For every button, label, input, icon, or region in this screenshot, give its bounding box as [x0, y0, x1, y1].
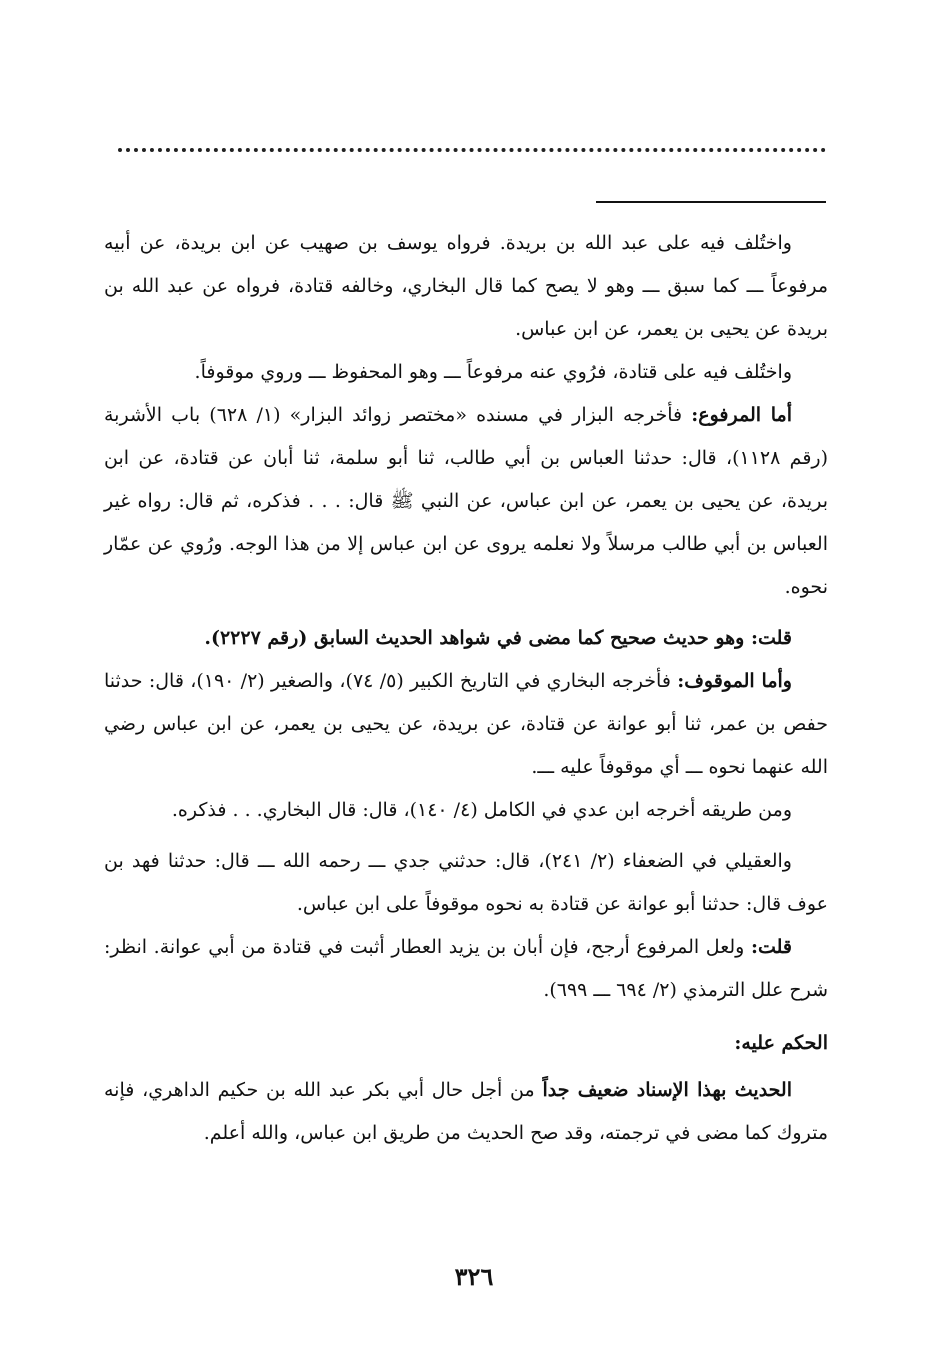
paragraph-2	[104, 351, 828, 394]
paragraph-text: وهو حديث صحيح كما مضى في شواهد الحديث السابق (رقم ٢٢٢٧).	[204, 627, 751, 649]
paragraph-text: ولعل المرفوع أرجح، فإن أبان بن يزيد العطار أثبت في قتادة من أبي عوانة. انظر: شرح علل الترمذي (٢/ ٦٩٤ ـــ ٦٩٩).	[104, 936, 828, 1001]
paragraph-text: فأخرجه البزار في مسنده «مختصر زوائد البزار» (١/ ٦٢٨) باب الأشربة (رقم ١١٢٨)، قال: حدثنا العباس بن أبي طالب، ثنا أبو سلمة، ثنا أبان عن قتادة، عن ابن بريدة، عن يحيى بن يعمر، عن ابن عباس، عن النبي ﷺ قال: . . . فذكره، ثم قال: رواه غير العباس بن أبي طالب مرسلاً ولا نعلمه يروى عن ابن عباس إلا من هذا الوجه. ورُوي عن عمّار نحوه.	[104, 404, 829, 598]
paragraph-8	[104, 926, 828, 1012]
paragraph-text: والعقيلي في الضعفاء (٢/ ٢٤١)، قال: حدثني جدي ـــ رحمه الله ـــ قال: حدثنا فهد بن عوف قال: حدثنا أبو عوانة عن قتادة به نحوه موقوفاً على ابن عباس.	[104, 850, 828, 915]
paragraph-6	[104, 789, 828, 832]
footnote-rule	[596, 201, 826, 203]
dotted-separator	[118, 148, 826, 152]
paragraph-3	[104, 394, 828, 609]
paragraph-lead: قلت:	[750, 627, 792, 649]
paragraph-text: ومن طريقه أخرجه ابن عدي في الكامل (٤/ ١٤٠)، قال: قال البخاري. . . فذكره.	[171, 799, 792, 821]
paragraph-lead: قلت:	[750, 936, 792, 958]
paragraph-4	[104, 617, 828, 660]
paragraph-1	[104, 222, 828, 351]
ruling-bold-text: الحديث بهذا الإسناد ضعيف جداً	[542, 1079, 792, 1101]
ruling-text: من أجل حال أبي بكر عبد الله بن حكيم الداهري، فإنه متروك كما مضى في ترجمته، وقد صح الحديث من طريق ابن عباس، والله أعلم.	[104, 1079, 828, 1144]
ruling-paragraph	[104, 1069, 828, 1155]
paragraph-lead: وأما الموقوف:	[677, 670, 792, 692]
ruling-heading: الحكم عليه:	[734, 1032, 828, 1054]
paragraph-5	[104, 660, 828, 789]
page-number: ٣٢٦	[454, 1262, 494, 1291]
page-body	[104, 222, 828, 1155]
paragraph-text: واختُلف فيه على عبد الله بن بريدة. فرواه يوسف بن صهيب عن ابن بريدة، عن أبيه مرفوعاً ـــ كما سبق ـــ وهو لا يصح كما قال البخاري، وخالفه قتادة، فرواه عن عبد الله بن بريدة عن يحيى بن يعمر، عن ابن عباس.	[104, 232, 828, 340]
paragraph-text: واختُلف فيه على قتادة، فرُوي عنه مرفوعاً ـــ وهو المحفوظ ـــ وروي موقوفاً.	[194, 361, 792, 383]
paragraph-lead: أما المرفوع:	[691, 404, 792, 426]
paragraph-text: فأخرجه البخاري في التاريخ الكبير (٥/ ٧٤)، والصغير (٢/ ١٩٠)، قال: حدثنا حفص بن عمر، ثنا أبو عوانة عن قتادة، عن بريدة، عن يحيى بن يعمر، عن ابن عباس رضي الله عنهما نحوه ـــ أي موقوفاً عليه ـــ.	[104, 670, 828, 778]
paragraph-7	[104, 840, 828, 926]
